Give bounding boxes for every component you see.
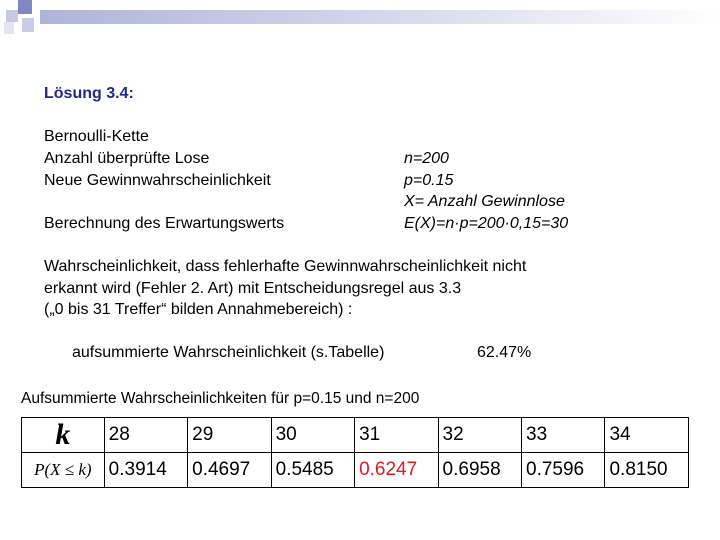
decor-square-pale [4, 22, 14, 34]
table-row-p [22, 453, 689, 488]
k-cell: 29 [188, 418, 271, 453]
solution-heading: Lösung 3.4: [44, 85, 134, 102]
paragraph-line-3: („0 bis 31 Treffer“ bilden Annahmebereich) : [44, 301, 353, 318]
probability-table [21, 417, 689, 488]
left-line-1: Bernoulli-Kette [44, 128, 149, 145]
right-line-3: X= Anzahl Gewinnlose [404, 193, 565, 210]
decor-square-light [6, 10, 18, 22]
k-cell: 31 [355, 418, 438, 453]
row-label-p: P(X ≤ k) [22, 453, 105, 488]
table-caption: Aufsummierte Wahrscheinlichkeiten für p=0.15 und n=200 [21, 390, 420, 407]
decor-square-mid [22, 18, 34, 32]
p-cell: 0.4697 [188, 453, 271, 488]
k-cell: 34 [605, 418, 689, 453]
right-line-2: p=0.15 [404, 172, 454, 189]
result-label: aufsummierte Wahrscheinlichkeit (s.Tabelle) [72, 344, 385, 361]
p-cell: 0.5485 [271, 453, 354, 488]
decor-header-bar [40, 10, 720, 24]
right-line-1: n=200 [404, 150, 449, 167]
decor-square-dark [18, 0, 32, 14]
p-cell: 0.8150 [605, 453, 689, 488]
paragraph-line-1: Wahrscheinlichkeit, dass fehlerhafte Gewinnwahrscheinlichkeit nicht [44, 258, 527, 275]
result-value: 62.47% [477, 344, 532, 361]
left-line-3: Neue Gewinnwahrscheinlichkeit [44, 172, 271, 189]
k-cell: 32 [438, 418, 521, 453]
p-cell-highlighted: 0.6247 [355, 453, 438, 488]
p-cell: 0.7596 [522, 453, 605, 488]
right-line-4: E(X)=n·p=200·0,15=30 [404, 215, 569, 232]
k-cell: 30 [271, 418, 354, 453]
p-cell: 0.6958 [438, 453, 521, 488]
k-cell: 33 [522, 418, 605, 453]
row-label-k: k [22, 418, 105, 453]
left-line-4: Berechnung des Erwartungswerts [44, 215, 285, 232]
k-cell: 28 [104, 418, 187, 453]
table-row-k [22, 418, 689, 453]
paragraph-line-2: erkannt wird (Fehler 2. Art) mit Entscheidungsregel aus 3.3 [44, 280, 462, 297]
left-line-2: Anzahl überprüfte Lose [44, 150, 210, 167]
p-cell: 0.3914 [104, 453, 187, 488]
